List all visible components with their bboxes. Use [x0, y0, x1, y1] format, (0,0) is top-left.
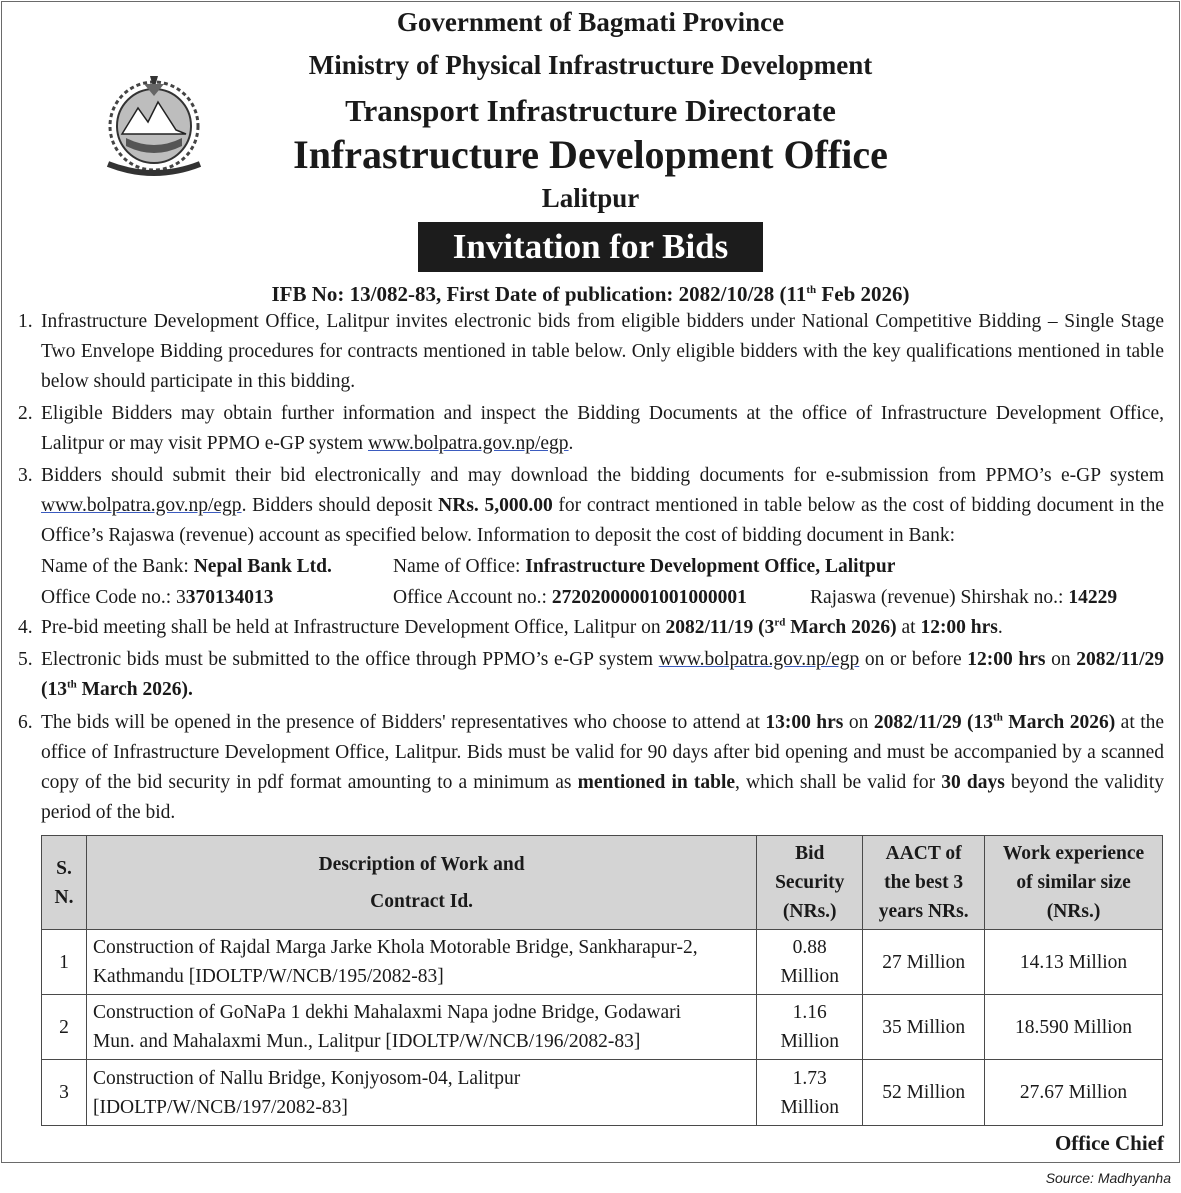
cell-sn: 2	[42, 995, 87, 1060]
cell-sn: 3	[42, 1060, 87, 1126]
ifb-number: IFB No: 13/082-83, First Date of publication: 2082/10/28 (11th Feb 2026)	[271, 282, 910, 306]
office-heading: Infrastructure Development Office	[293, 132, 888, 177]
header-bid-security: Bid Security (NRs.)	[757, 836, 863, 930]
signature-title: Office Chief	[1054, 1131, 1164, 1155]
cell-bid-security: 1.73 Million	[757, 1060, 863, 1126]
contracts-table	[41, 835, 1163, 1126]
table-header-row	[42, 836, 1163, 930]
cell-bid-security: 1.16 Million	[757, 995, 863, 1060]
paragraph-5: 5. Electronic bids must be submitted to the office through PPMO’s e-GP system www.bolpatra.gov.np/egp on or before 12:00 hrs on 2082/11/29 (13th March 2026).	[18, 649, 1164, 700]
cell-work-experience: 27.67 Million	[985, 1060, 1163, 1126]
paragraph-6: 6. The bids will be opened in the presence of Bidders' representatives who choose to attend at 13:00 hrs on 2082/11/29 (13th March 2026) at the office of Infrastructure Development Office, Lalitpur. Bids must be valid for 90 days after bid opening and must be accompanied by a scanned copy of the bid security in pdf format amounting to a minimum as mentioned in table, which shall be valid for 30 days beyond the validity period of the bid.	[18, 711, 1165, 823]
cell-work-experience: 18.590 Million	[985, 995, 1163, 1060]
cell-sn: 1	[42, 930, 87, 995]
cell-aact: 35 Million	[863, 995, 985, 1060]
government-heading: Government of Bagmati Province	[396, 7, 785, 37]
paragraph-2: 2. Eligible Bidders may obtain further information and inspect the Bidding Documents at the office of Infrastructure Development Office, Lalitpur or may visit PPMO e-GP system www.bolpatra.gov.np/egp.	[18, 403, 1164, 454]
cell-aact: 52 Million	[863, 1060, 985, 1126]
table-row	[42, 995, 1163, 1060]
ministry-heading: Ministry of Physical Infrastructure Development	[308, 50, 873, 80]
directorate-heading: Transport Infrastructure Directorate	[345, 93, 836, 128]
source-credit: Source: Madhyanha	[1045, 1170, 1171, 1186]
cell-description: Construction of Nallu Bridge, Konjyosom-04, Lalitpur [IDOLTP/W/NCB/197/2082-83]	[86, 1060, 756, 1126]
cell-work-experience: 14.13 Million	[985, 930, 1163, 995]
header-description: Description of Work and Contract Id.	[86, 836, 756, 930]
egp-link[interactable]: www.bolpatra.gov.np/egp	[658, 649, 860, 670]
table-row	[42, 1060, 1163, 1126]
notice-body	[18, 307, 1164, 828]
paragraph-4: 4. Pre-bid meeting shall be held at Infrastructure Development Office, Lalitpur on 2082/11/19 (3rd March 2026) at 12:00 hrs.	[18, 616, 1003, 638]
cell-description: Construction of Rajdal Marga Jarke Khola Motorable Bridge, Sankharapur-2, Kathmandu [IDOLTP/W/NCB/195/2082-83]	[86, 930, 756, 995]
cell-aact: 27 Million	[863, 930, 985, 995]
egp-link[interactable]: www.bolpatra.gov.np/egp	[41, 495, 242, 516]
table-row	[42, 930, 1163, 995]
bank-details-row-2: Office Code no.: 3370134013 Office Account no.: 27202000001001000001 Rajaswa (revenue) Shirshak no.: 14229	[41, 587, 1118, 608]
bank-details-row-1: Name of the Bank: Nepal Bank Ltd. Name of Office: Infrastructure Development Office, Lalitpur	[41, 556, 896, 577]
paragraph-1: 1. Infrastructure Development Office, Lalitpur invites electronic bids from eligible bidders under National Competitive Bidding – Single Stage Two Envelope Bidding procedures for contracts mentioned in table below. Only eligible bidders with the key qualifications mentioned in table below should participate in this bidding.	[18, 311, 1164, 392]
header-sn: S. N.	[42, 836, 87, 930]
paragraph-3: 3. Bidders should submit their bid electronically and may download the bidding documents for e-submission from PPMO’s e-GP system www.bolpatra.gov.np/egp. Bidders should deposit NRs. 5,000.00 for contract mentioned in table below as the cost of bidding document in the Office’s Rajaswa (revenue) account as specified below. Information to deposit the cost of bidding document in Bank:	[18, 465, 1164, 546]
cell-description: Construction of GoNaPa 1 dekhi Mahalaxmi Napa jodne Bridge, Godawari Mun. and Mahalaxmi Mun., Lalitpur [IDOLTP/W/NCB/196/2082-83]	[86, 995, 756, 1060]
notice-title: Invitation for Bids	[418, 222, 763, 272]
location-heading: Lalitpur	[541, 183, 640, 213]
header-aact: AACT of the best 3 years NRs.	[863, 836, 985, 930]
cell-bid-security: 0.88 Million	[757, 930, 863, 995]
header-work-experience: Work experience of similar size (NRs.)	[985, 836, 1163, 930]
egp-link[interactable]: www.bolpatra.gov.np/egp	[367, 433, 569, 454]
